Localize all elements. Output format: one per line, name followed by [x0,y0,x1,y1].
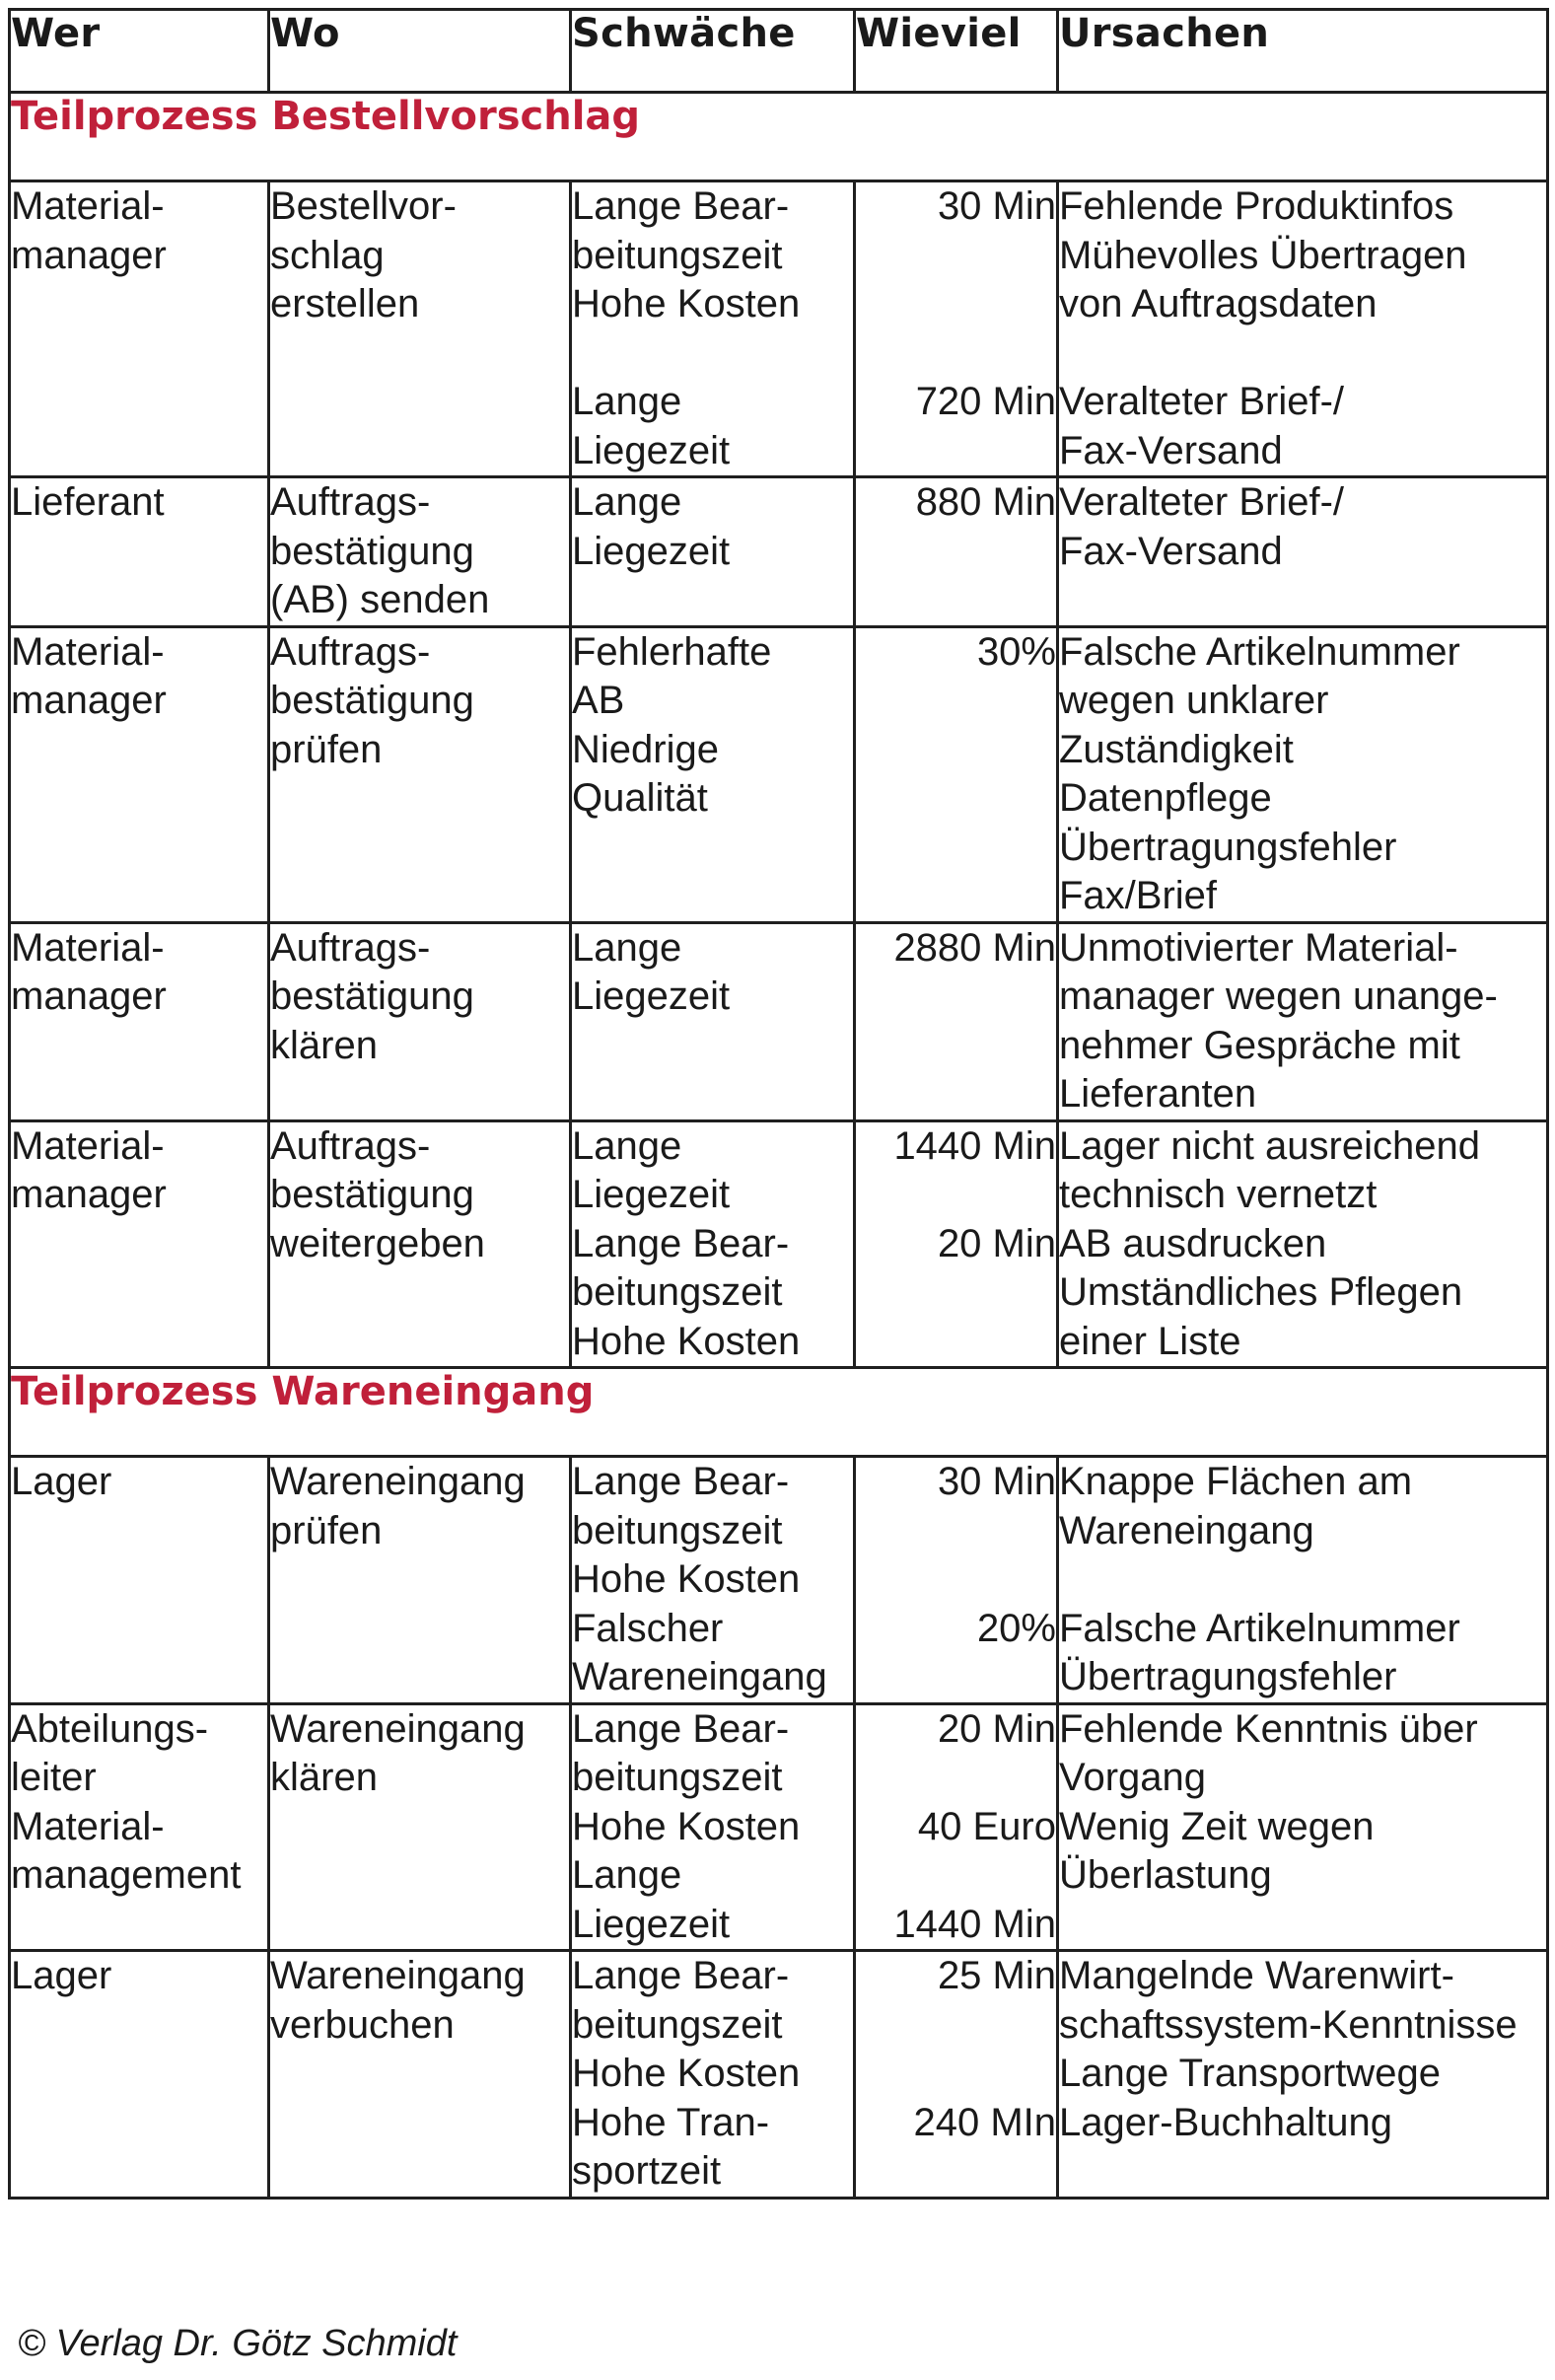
cell-line: bestätigung [270,529,474,573]
cell-line: Hohe Kosten [572,1319,801,1363]
cell-line: Lange Bear- [572,184,790,228]
cell-line: Niedrige [572,727,719,771]
cell-line: bestätigung [270,1173,474,1216]
cell-line: beitungszeit [572,1270,783,1314]
line-gap [856,280,1056,329]
cell-line: Material- [11,1123,165,1168]
cell-line: Hohe Tran- [572,2100,770,2144]
section-row [10,93,1548,181]
cell-wer [10,922,269,1120]
cell-line: Wareneingang [1059,1508,1314,1552]
cell-line: erstellen [270,282,420,325]
cell-line: 1440 Min [893,1902,1056,1946]
cell-ursachen [1058,1703,1548,1951]
cell-wo [269,1457,571,1704]
cell-line: Lange [572,1123,682,1168]
cell-line: Übertragungsfehler [1059,825,1397,869]
cell-line: Fehlende Produktinfos [1059,184,1454,228]
cell-line: Fax-Versand [1059,529,1283,573]
cell-schwaeche [571,1951,855,2199]
cell-line: Auftrags- [270,1123,431,1168]
cell-line: Lange Bear- [572,1706,790,1751]
cell-line: beitungszeit [572,1756,783,1799]
copyright-notice: © Verlag Dr. Götz Schmidt [18,2323,458,2364]
cell-line: Falsche Artikelnummer [1059,1606,1460,1650]
cell-line: Hohe Kosten [572,282,801,325]
cell-line: 30 Min [937,1460,1056,1503]
cell-line: leiter [11,1756,97,1799]
cell-line: Hohe Kosten [572,2052,801,2095]
cell-line: Lange Bear- [572,1460,790,1503]
cell-line: manager [11,1173,167,1216]
cell-ursachen [1058,1457,1548,1704]
cell-line: Lange Bear- [572,1954,790,1997]
cell-line: 20% [976,1606,1056,1650]
line-gap [856,232,1056,281]
header-ursachen: Ursachen [1058,10,1548,93]
cell-line: Mangelnde Warenwirt- [1059,1954,1454,1997]
cell-line: 30% [976,629,1056,674]
line-gap [1059,329,1546,379]
cell-line: Auftrags- [270,629,431,674]
cell-line: manager [11,679,167,722]
cell-line: manager wegen unange- [1059,974,1498,1018]
cell-line: Material- [11,629,165,674]
cell-line: Liegezeit [572,529,731,573]
cell-line: Liegezeit [572,1902,731,1946]
cell-wer [10,1703,269,1951]
cell-line: management [11,1853,242,1897]
cell-ursachen [1058,922,1548,1120]
cell-line: Lager [11,1954,112,1997]
cell-ursachen [1058,181,1548,477]
cell-line: Fehlende Kenntnis über [1059,1706,1478,1751]
line-gap [572,329,853,379]
line-gap [856,2001,1056,2051]
header-wo: Wo [269,10,571,93]
cell-ursachen [1058,626,1548,922]
cell-line: Liegezeit [572,1173,731,1216]
cell-line: manager [11,974,167,1018]
cell-line: Veralteter Brief-/ [1059,480,1345,524]
cell-line: Lager-Buchhaltung [1059,2100,1393,2144]
cell-line: Wenig Zeit wegen [1059,1804,1375,1848]
cell-line: Vorgang [1059,1756,1207,1799]
cell-wer [10,1457,269,1704]
cell-line: klären [270,1756,378,1799]
cell-line: Material- [11,1804,165,1848]
section-title: Teilprozess Bestellvorschlag [10,93,1548,181]
cell-line: Überlastung [1059,1853,1272,1897]
cell-wo [269,626,571,922]
cell-line: Hohe Kosten [572,1804,801,1848]
line-gap [1059,1555,1546,1605]
cell-line: Veralteter Brief-/ [1059,380,1345,423]
cell-line: Bestellvor- [270,184,457,228]
cell-line: Lieferant [11,480,165,524]
cell-line: schaftssystem-Kenntnisse [1059,2002,1518,2047]
cell-line: Lange [572,380,682,423]
cell-line: 880 Min [915,480,1056,524]
cell-wieviel [855,181,1058,477]
cell-line: Lange [572,925,682,970]
cell-line: 25 Min [937,1954,1056,1997]
cell-line: (AB) senden [270,578,490,621]
table-row [10,1703,1548,1951]
cell-line: von Auftragsdaten [1059,282,1378,325]
cell-line: Qualität [572,776,708,820]
cell-line: einer Liste [1059,1319,1241,1363]
cell-line: 30 Min [937,184,1056,228]
cell-line: AB [572,679,625,722]
cell-line: Lange [572,1853,682,1897]
cell-wieviel [855,626,1058,922]
cell-wo [269,477,571,627]
cell-wer [10,181,269,477]
cell-line: schlag [270,233,385,277]
cell-line: Wareneingang [270,1460,526,1503]
cell-wieviel [855,477,1058,627]
cell-line: Liegezeit [572,974,731,1018]
cell-line: 240 MIn [913,2100,1056,2144]
cell-line: Wareneingang [270,1706,526,1751]
cell-wer [10,626,269,922]
cell-line: Abteilungs- [11,1706,209,1751]
cell-line: Liegezeit [572,428,731,472]
cell-wo [269,181,571,477]
cell-line: wegen unklarer [1059,679,1329,722]
cell-line: 720 Min [915,380,1056,423]
cell-line: Übertragungsfehler [1059,1655,1397,1698]
header-wer: Wer [10,10,269,93]
cell-schwaeche [571,1120,855,1368]
cell-line: nehmer Gespräche mit [1059,1023,1460,1067]
cell-line: Falsche Artikelnummer [1059,629,1460,674]
table-row [10,922,1548,1120]
cell-line: beitungszeit [572,233,783,277]
cell-wieviel [855,1951,1058,2199]
cell-line: 20 Min [937,1706,1056,1751]
cell-line: verbuchen [270,2002,455,2047]
cell-wo [269,1703,571,1951]
header-schwaeche: Schwäche [571,10,855,93]
table-row [10,626,1548,922]
line-gap [856,1507,1056,1556]
cell-line: Lieferanten [1059,1072,1257,1116]
process-weakness-table [8,8,1549,2200]
line-gap [856,1754,1056,1803]
cell-ursachen [1058,1120,1548,1368]
header-row [10,10,1548,93]
cell-schwaeche [571,922,855,1120]
cell-wer [10,477,269,627]
cell-line: manager [11,233,167,277]
cell-line: Lager [11,1460,112,1503]
cell-line: Zuständigkeit [1059,727,1294,771]
line-gap [856,1851,1056,1901]
cell-line: AB ausdrucken [1059,1221,1327,1265]
cell-line: bestätigung [270,974,474,1018]
cell-line: Hohe Kosten [572,1557,801,1601]
cell-wer [10,1951,269,2199]
cell-line: klären [270,1023,378,1067]
cell-wieviel [855,1703,1058,1951]
cell-line: beitungszeit [572,2002,783,2047]
cell-line: Lange Transportwege [1059,2052,1441,2095]
cell-schwaeche [571,477,855,627]
table-row [10,1457,1548,1704]
cell-wo [269,1951,571,2199]
cell-schwaeche [571,626,855,922]
cell-line: Lange Bear- [572,1221,790,1265]
line-gap [856,1171,1056,1220]
cell-line: Knappe Flächen am [1059,1460,1413,1503]
cell-wo [269,922,571,1120]
cell-line: Unmotivierter Material- [1059,925,1458,970]
cell-line: 2880 Min [893,925,1056,970]
cell-schwaeche [571,1703,855,1951]
cell-line: Datenpflege [1059,776,1272,820]
cell-line: Wareneingang [572,1655,827,1698]
table-row [10,181,1548,477]
section-title: Teilprozess Wareneingang [10,1368,1548,1457]
cell-line: Falscher [572,1606,724,1650]
cell-line: 20 Min [937,1221,1056,1265]
cell-line: Fehlerhafte [572,629,772,674]
cell-wer [10,1120,269,1368]
cell-schwaeche [571,1457,855,1704]
cell-wieviel [855,1120,1058,1368]
cell-line: sportzeit [572,2149,722,2193]
cell-line: 1440 Min [893,1123,1056,1168]
cell-line: prüfen [270,727,383,771]
cell-line: Wareneingang [270,1954,526,1997]
cell-wo [269,1120,571,1368]
cell-ursachen [1058,477,1548,627]
header-wieviel: Wieviel [855,10,1058,93]
cell-line: Mühevolles Übertragen [1059,233,1467,277]
cell-line: Fax/Brief [1059,874,1218,917]
cell-line: prüfen [270,1508,383,1552]
cell-line: Auftrags- [270,480,431,524]
cell-line: bestätigung [270,679,474,722]
cell-schwaeche [571,181,855,477]
cell-line: Lager nicht ausreichend [1059,1123,1480,1168]
cell-line: Material- [11,184,165,228]
cell-ursachen [1058,1951,1548,2199]
table-row [10,1120,1548,1368]
cell-line: Umständliches Pflegen [1059,1270,1463,1314]
cell-line: Fax-Versand [1059,428,1283,472]
cell-line: Auftrags- [270,925,431,970]
cell-wieviel [855,922,1058,1120]
cell-line: technisch vernetzt [1059,1173,1378,1216]
table-row [10,477,1548,627]
line-gap [856,1555,1056,1605]
table-row [10,1951,1548,2199]
cell-line: weitergeben [270,1221,485,1265]
cell-line: 40 Euro [917,1804,1056,1848]
cell-line: Material- [11,925,165,970]
line-gap [856,2050,1056,2099]
cell-line: Lange [572,480,682,524]
line-gap [856,329,1056,379]
cell-line: beitungszeit [572,1508,783,1552]
section-row [10,1368,1548,1457]
cell-wieviel [855,1457,1058,1704]
